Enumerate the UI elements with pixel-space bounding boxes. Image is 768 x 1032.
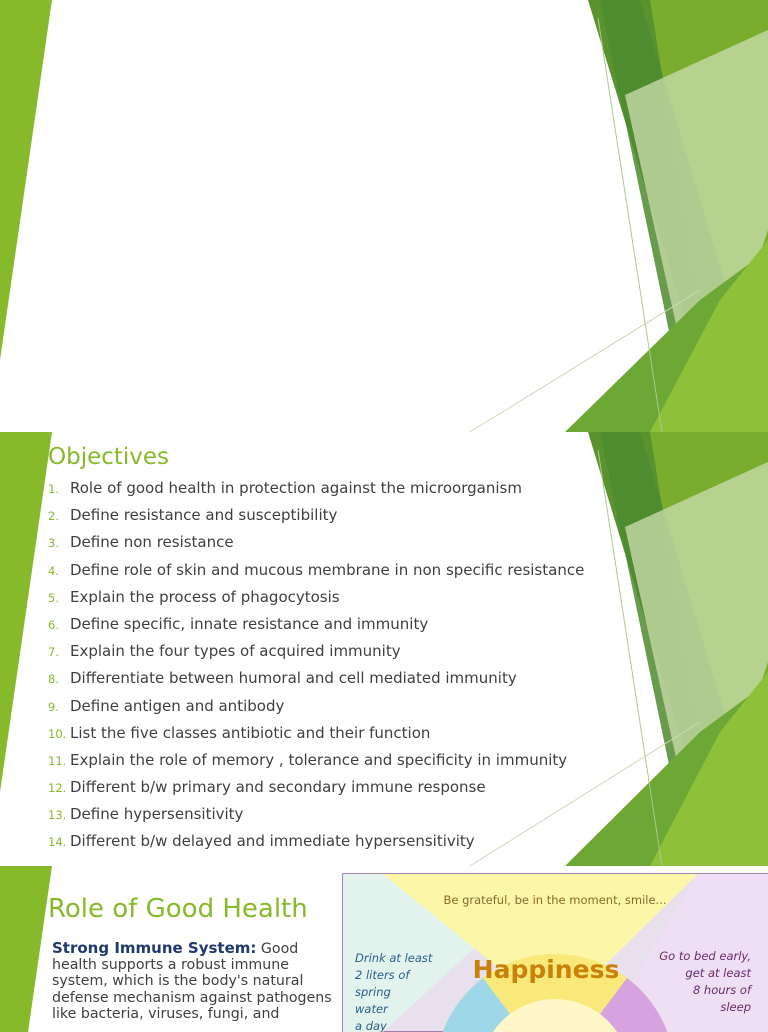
objective-item (48, 586, 638, 613)
objective-item (48, 504, 638, 531)
poster-center-text: Happiness (472, 955, 620, 984)
role-good-health-title: Role of Good Health (48, 894, 308, 924)
slide-1 (0, 0, 768, 432)
objective-item (48, 776, 638, 803)
bullet-text-lines (52, 957, 336, 1022)
poster-left-line: spring (355, 985, 391, 999)
slide-objectives (0, 432, 768, 866)
objectives-list (48, 477, 638, 858)
bullet-strong-immune-system (30, 940, 336, 1022)
poster-left-line: 2 liters of (355, 968, 410, 982)
objective-text: Define role of skin and mucous membrane in non specific resistance (70, 560, 585, 579)
objective-number: 10. (48, 726, 67, 741)
objective-text: Explain the role of memory , tolerance and specificity in immunity (70, 750, 568, 769)
bullet-text-line: like bacteria, viruses, fungi, and (52, 1005, 280, 1022)
objective-number: 5. (48, 590, 59, 605)
objective-item (48, 531, 638, 558)
objective-number: 1. (48, 482, 59, 496)
bullet-arrow-icon: ▶ (30, 943, 39, 956)
objective-item (48, 477, 638, 504)
objective-number: 9. (48, 699, 59, 714)
poster-right-line: sleep (720, 1000, 751, 1014)
objective-item (48, 749, 638, 776)
objective-item (48, 613, 638, 640)
objective-text: Define antigen and antibody (70, 696, 285, 715)
poster-right-line: Go to bed early, (659, 949, 751, 963)
objective-text: Role of good health in protection against the microorganism (70, 479, 522, 497)
poster-left-line: water (355, 1002, 388, 1016)
objective-text: Different b/w primary and secondary immune response (70, 778, 486, 797)
objective-text: Differentiate between humoral and cell mediated immunity (70, 669, 517, 688)
slide-role-of-good-health (0, 866, 768, 1032)
objectives-title: Objectives (48, 444, 170, 470)
objective-number: 13. (48, 808, 67, 823)
bullet-text-line: system, which is the body's natural (52, 973, 304, 990)
objective-text: Explain the process of phagocytosis (70, 587, 340, 606)
objective-item (48, 559, 638, 586)
objective-text: Define resistance and susceptibility (70, 506, 338, 525)
objective-number: 3. (48, 536, 59, 551)
bullet-heading: Strong Immune System: (52, 939, 257, 957)
bullet-text-first: Good (260, 941, 299, 957)
objective-number: 11. (48, 753, 67, 768)
objective-item (48, 722, 638, 749)
objective-number: 6. (48, 617, 59, 632)
objective-text: Define hypersensitivity (70, 805, 244, 824)
poster-right-line: 8 hours of (692, 983, 751, 997)
bullet-text-line: health supports a robust immune (52, 957, 289, 974)
objective-item (48, 830, 638, 857)
objective-number: 4. (48, 563, 59, 578)
happiness-poster (343, 874, 768, 1032)
poster-left-line: Drink at least (355, 951, 433, 965)
objective-item (48, 640, 638, 667)
objective-item (48, 803, 638, 830)
objective-number: 12. (48, 781, 67, 796)
poster-right-line: get at least (685, 966, 751, 980)
slide-1-decoration (0, 0, 768, 432)
objective-text: List the five classes antibiotic and their function (70, 723, 431, 742)
poster-top-text: Be grateful, be in the moment, smile... (443, 893, 667, 907)
objective-text: Define specific, innate resistance and immunity (70, 614, 429, 633)
poster-left-line: a day (355, 1019, 387, 1032)
objective-number: 14. (48, 835, 67, 850)
objective-number: 8. (48, 672, 59, 687)
objective-item (48, 667, 638, 694)
bullet-text-line: defense mechanism against pathogens (52, 989, 332, 1006)
objective-number: 2. (48, 509, 59, 524)
objective-text: Explain the four types of acquired immunity (70, 642, 401, 661)
objective-text: Define non resistance (70, 533, 234, 552)
objective-text: Different b/w delayed and immediate hypersensitivity (70, 832, 475, 851)
objective-number: 7. (48, 645, 59, 660)
objective-item (48, 695, 638, 722)
